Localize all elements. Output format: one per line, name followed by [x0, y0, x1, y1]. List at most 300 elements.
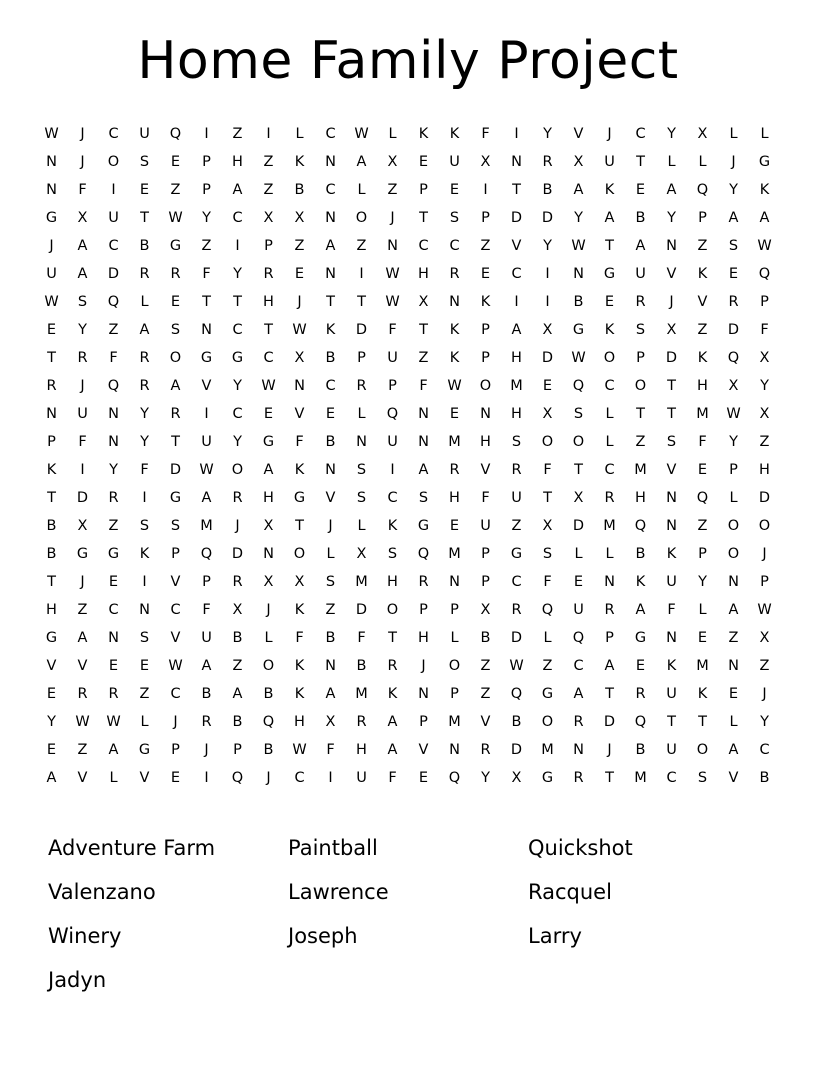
grid-cell[interactable]: H — [387, 574, 398, 591]
grid-cell[interactable]: T — [419, 322, 428, 339]
grid-cell[interactable]: O — [231, 462, 244, 479]
grid-cell[interactable]: E — [170, 154, 181, 171]
grid-cell[interactable]: W — [168, 658, 183, 675]
grid-cell[interactable]: X — [263, 574, 274, 591]
grid-cell[interactable]: G — [572, 322, 585, 339]
grid-cell[interactable]: Q — [107, 294, 120, 311]
grid-cell[interactable]: F — [388, 322, 397, 339]
grid-cell[interactable]: Z — [542, 658, 553, 675]
grid-cell[interactable]: I — [111, 182, 116, 199]
grid-cell[interactable]: P — [481, 546, 490, 563]
grid-cell[interactable]: I — [204, 406, 209, 423]
grid-cell[interactable]: G — [758, 154, 771, 171]
grid-cell[interactable]: X — [294, 574, 305, 591]
grid-cell[interactable]: W — [447, 378, 462, 395]
grid-cell[interactable]: E — [728, 686, 739, 703]
grid-cell[interactable]: N — [666, 490, 677, 507]
grid-cell[interactable]: W — [261, 378, 276, 395]
grid-cell[interactable]: B — [325, 434, 336, 451]
grid-cell[interactable]: S — [77, 294, 88, 311]
grid-cell[interactable]: J — [80, 126, 85, 143]
grid-cell[interactable]: E — [294, 266, 305, 283]
grid-cell[interactable]: C — [170, 602, 181, 619]
grid-cell[interactable]: B — [573, 294, 584, 311]
grid-cell[interactable]: R — [108, 686, 119, 703]
grid-cell[interactable]: K — [759, 182, 770, 199]
grid-cell[interactable]: S — [511, 434, 522, 451]
grid-cell[interactable]: P — [450, 602, 459, 619]
grid-cell[interactable]: L — [729, 490, 738, 507]
grid-cell[interactable]: G — [45, 630, 58, 647]
grid-cell[interactable]: M — [603, 518, 616, 535]
grid-cell[interactable]: Y — [574, 210, 583, 227]
grid-cell[interactable]: Y — [667, 210, 676, 227]
grid-cell[interactable]: V — [325, 490, 336, 507]
grid-cell[interactable]: A — [604, 210, 615, 227]
grid-cell[interactable]: N — [325, 266, 336, 283]
grid-cell[interactable]: Y — [543, 126, 552, 143]
grid-cell[interactable]: Q — [200, 546, 213, 563]
grid-cell[interactable]: H — [232, 154, 243, 171]
grid-cell[interactable]: A — [108, 742, 119, 759]
grid-cell[interactable]: K — [666, 658, 677, 675]
grid-cell[interactable]: O — [169, 350, 182, 367]
grid-cell[interactable]: P — [202, 574, 211, 591]
grid-cell[interactable]: T — [667, 378, 676, 395]
grid-cell[interactable]: K — [449, 126, 460, 143]
grid-cell[interactable]: N — [449, 742, 460, 759]
grid-cell[interactable]: J — [762, 546, 767, 563]
grid-cell[interactable]: D — [355, 322, 368, 339]
grid-cell[interactable]: N — [294, 378, 305, 395]
grid-cell[interactable]: X — [542, 406, 553, 423]
grid-cell[interactable]: U — [139, 126, 150, 143]
grid-cell[interactable]: G — [510, 546, 523, 563]
grid-cell[interactable]: U — [449, 154, 460, 171]
grid-cell[interactable]: W — [757, 238, 772, 255]
grid-cell[interactable]: D — [541, 210, 554, 227]
grid-cell[interactable]: Y — [729, 182, 738, 199]
grid-cell[interactable]: C — [418, 238, 429, 255]
grid-cell[interactable]: P — [419, 602, 428, 619]
grid-cell[interactable]: U — [604, 154, 615, 171]
grid-cell[interactable]: R — [201, 714, 212, 731]
grid-cell[interactable]: N — [728, 658, 739, 675]
grid-cell[interactable]: P — [481, 350, 490, 367]
grid-cell[interactable]: K — [480, 294, 491, 311]
grid-cell[interactable]: N — [666, 518, 677, 535]
grid-cell[interactable]: E — [573, 574, 584, 591]
grid-cell[interactable]: W — [106, 714, 121, 731]
grid-cell[interactable]: C — [511, 574, 522, 591]
grid-cell[interactable]: W — [757, 602, 772, 619]
grid-cell[interactable]: I — [328, 770, 333, 787]
grid-cell[interactable]: R — [387, 658, 398, 675]
grid-cell[interactable]: E — [449, 518, 460, 535]
grid-cell[interactable]: P — [760, 574, 769, 591]
grid-cell[interactable]: Z — [697, 322, 708, 339]
grid-cell[interactable]: R — [263, 266, 274, 283]
grid-cell[interactable]: B — [511, 714, 522, 731]
grid-cell[interactable]: V — [511, 238, 522, 255]
grid-cell[interactable]: T — [667, 406, 676, 423]
grid-cell[interactable]: C — [170, 686, 181, 703]
grid-cell[interactable]: L — [109, 770, 118, 787]
grid-cell[interactable]: P — [729, 462, 738, 479]
grid-cell[interactable]: U — [108, 210, 119, 227]
grid-cell[interactable]: N — [666, 238, 677, 255]
grid-cell[interactable]: P — [481, 322, 490, 339]
grid-cell[interactable]: M — [448, 714, 461, 731]
grid-cell[interactable]: B — [759, 770, 770, 787]
grid-cell[interactable]: U — [77, 406, 88, 423]
grid-cell[interactable]: A — [139, 322, 150, 339]
grid-cell[interactable]: A — [232, 182, 243, 199]
grid-cell[interactable]: T — [605, 770, 614, 787]
grid-cell[interactable]: Y — [140, 406, 149, 423]
grid-cell[interactable]: A — [759, 210, 770, 227]
grid-cell[interactable]: C — [666, 770, 677, 787]
grid-cell[interactable]: Q — [386, 406, 399, 423]
grid-cell[interactable]: S — [139, 154, 150, 171]
grid-cell[interactable]: C — [108, 126, 119, 143]
grid-cell[interactable]: C — [263, 350, 274, 367]
grid-cell[interactable]: T — [264, 322, 273, 339]
grid-cell[interactable]: K — [294, 602, 305, 619]
grid-cell[interactable]: S — [573, 406, 584, 423]
grid-cell[interactable]: T — [326, 294, 335, 311]
grid-cell[interactable]: X — [697, 126, 708, 143]
grid-cell[interactable]: M — [696, 406, 709, 423]
grid-cell[interactable]: D — [572, 518, 585, 535]
grid-cell[interactable]: U — [666, 574, 677, 591]
grid-cell[interactable]: E — [108, 574, 119, 591]
grid-cell[interactable]: E — [635, 182, 646, 199]
grid-cell[interactable]: J — [762, 686, 767, 703]
grid-cell[interactable]: N — [325, 658, 336, 675]
grid-cell[interactable]: Z — [77, 742, 88, 759]
grid-cell[interactable]: D — [76, 490, 89, 507]
grid-cell[interactable]: Q — [727, 350, 740, 367]
grid-cell[interactable]: P — [388, 378, 397, 395]
grid-cell[interactable]: Q — [634, 518, 647, 535]
grid-cell[interactable]: I — [514, 126, 519, 143]
grid-cell[interactable]: Z — [108, 322, 119, 339]
grid-cell[interactable]: W — [44, 294, 59, 311]
grid-cell[interactable]: D — [510, 630, 523, 647]
grid-cell[interactable]: U — [480, 518, 491, 535]
grid-cell[interactable]: R — [232, 574, 243, 591]
grid-cell[interactable]: C — [759, 742, 770, 759]
grid-cell[interactable]: V — [418, 742, 429, 759]
grid-cell[interactable]: J — [80, 574, 85, 591]
grid-cell[interactable]: A — [635, 238, 646, 255]
grid-cell[interactable]: L — [295, 126, 304, 143]
grid-cell[interactable]: M — [541, 742, 554, 759]
grid-cell[interactable]: Y — [760, 378, 769, 395]
grid-cell[interactable]: P — [264, 238, 273, 255]
grid-cell[interactable]: A — [325, 238, 336, 255]
grid-cell[interactable]: A — [356, 154, 367, 171]
grid-cell[interactable]: X — [480, 602, 491, 619]
grid-cell[interactable]: T — [47, 490, 56, 507]
grid-cell[interactable]: A — [77, 238, 88, 255]
grid-cell[interactable]: N — [387, 238, 398, 255]
grid-cell[interactable]: T — [698, 714, 707, 731]
grid-cell[interactable]: F — [388, 770, 397, 787]
grid-cell[interactable]: H — [263, 490, 274, 507]
grid-cell[interactable]: G — [169, 238, 182, 255]
grid-cell[interactable]: N — [480, 406, 491, 423]
grid-cell[interactable]: G — [231, 350, 244, 367]
grid-cell[interactable]: Q — [448, 770, 461, 787]
grid-cell[interactable]: F — [109, 350, 118, 367]
grid-cell[interactable]: Y — [729, 434, 738, 451]
grid-cell[interactable]: M — [634, 770, 647, 787]
grid-cell[interactable]: J — [390, 210, 395, 227]
grid-cell[interactable]: V — [480, 714, 491, 731]
grid-cell[interactable]: E — [263, 406, 274, 423]
grid-cell[interactable]: T — [357, 294, 366, 311]
grid-cell[interactable]: J — [297, 294, 302, 311]
grid-cell[interactable]: T — [388, 630, 397, 647]
grid-cell[interactable]: I — [483, 182, 488, 199]
grid-cell[interactable]: M — [448, 434, 461, 451]
grid-cell[interactable]: S — [139, 518, 150, 535]
grid-cell[interactable]: W — [571, 350, 586, 367]
grid-cell[interactable]: T — [574, 462, 583, 479]
grid-cell[interactable]: N — [418, 686, 429, 703]
grid-cell[interactable]: E — [170, 770, 181, 787]
grid-cell[interactable]: S — [728, 238, 739, 255]
grid-cell[interactable]: A — [201, 490, 212, 507]
grid-cell[interactable]: Y — [233, 378, 242, 395]
grid-cell[interactable]: H — [294, 714, 305, 731]
grid-cell[interactable]: A — [387, 714, 398, 731]
grid-cell[interactable]: Q — [231, 770, 244, 787]
grid-cell[interactable]: V — [77, 770, 88, 787]
grid-cell[interactable]: R — [170, 406, 181, 423]
grid-cell[interactable]: N — [263, 546, 274, 563]
grid-cell[interactable]: J — [669, 294, 674, 311]
grid-cell[interactable]: K — [294, 686, 305, 703]
grid-cell[interactable]: E — [635, 658, 646, 675]
grid-cell[interactable]: B — [325, 630, 336, 647]
grid-cell[interactable]: Q — [572, 378, 585, 395]
grid-cell[interactable]: L — [388, 126, 397, 143]
grid-cell[interactable]: O — [355, 210, 368, 227]
grid-cell[interactable]: R — [108, 490, 119, 507]
grid-cell[interactable]: B — [294, 182, 305, 199]
grid-cell[interactable]: T — [636, 406, 645, 423]
grid-cell[interactable]: T — [419, 210, 428, 227]
grid-cell[interactable]: Z — [77, 602, 88, 619]
grid-cell[interactable]: Z — [728, 630, 739, 647]
grid-cell[interactable]: P — [233, 742, 242, 759]
grid-cell[interactable]: Z — [170, 182, 181, 199]
grid-cell[interactable]: G — [417, 518, 430, 535]
grid-cell[interactable]: X — [77, 518, 88, 535]
grid-cell[interactable]: J — [266, 602, 271, 619]
grid-cell[interactable]: P — [171, 546, 180, 563]
grid-cell[interactable]: X — [759, 630, 770, 647]
grid-cell[interactable]: P — [698, 546, 707, 563]
grid-cell[interactable]: W — [292, 322, 307, 339]
grid-cell[interactable]: K — [294, 462, 305, 479]
grid-cell[interactable]: N — [139, 602, 150, 619]
grid-cell[interactable]: I — [142, 490, 147, 507]
grid-cell[interactable]: F — [295, 630, 304, 647]
grid-cell[interactable]: T — [171, 434, 180, 451]
grid-cell[interactable]: E — [46, 742, 57, 759]
grid-cell[interactable]: O — [479, 378, 492, 395]
grid-cell[interactable]: K — [46, 462, 57, 479]
grid-cell[interactable]: U — [573, 602, 584, 619]
grid-cell[interactable]: X — [542, 322, 553, 339]
grid-cell[interactable]: Q — [572, 630, 585, 647]
grid-cell[interactable]: L — [543, 630, 552, 647]
grid-cell[interactable]: D — [727, 322, 740, 339]
grid-cell[interactable]: W — [354, 126, 369, 143]
grid-cell[interactable]: B — [232, 714, 243, 731]
grid-cell[interactable]: S — [635, 322, 646, 339]
grid-cell[interactable]: L — [357, 182, 366, 199]
grid-cell[interactable]: Q — [107, 378, 120, 395]
grid-cell[interactable]: W — [75, 714, 90, 731]
grid-cell[interactable]: N — [325, 210, 336, 227]
grid-cell[interactable]: X — [263, 210, 274, 227]
grid-cell[interactable]: N — [573, 742, 584, 759]
grid-cell[interactable]: Q — [262, 714, 275, 731]
grid-cell[interactable]: Z — [759, 434, 770, 451]
grid-cell[interactable]: K — [418, 126, 429, 143]
grid-cell[interactable]: E — [697, 630, 708, 647]
grid-cell[interactable]: S — [387, 546, 398, 563]
grid-cell[interactable]: L — [667, 154, 676, 171]
grid-cell[interactable]: Y — [543, 238, 552, 255]
grid-cell[interactable]: K — [139, 546, 150, 563]
grid-cell[interactable]: K — [325, 322, 336, 339]
grid-cell[interactable]: N — [666, 630, 677, 647]
grid-cell[interactable]: L — [140, 294, 149, 311]
grid-cell[interactable]: H — [356, 742, 367, 759]
grid-cell[interactable]: N — [325, 154, 336, 171]
grid-cell[interactable]: N — [201, 322, 212, 339]
grid-cell[interactable]: E — [604, 294, 615, 311]
grid-cell[interactable]: R — [542, 154, 553, 171]
grid-cell[interactable]: D — [355, 602, 368, 619]
grid-cell[interactable]: R — [511, 602, 522, 619]
grid-cell[interactable]: H — [511, 406, 522, 423]
grid-cell[interactable]: Z — [480, 658, 491, 675]
grid-cell[interactable]: A — [666, 182, 677, 199]
grid-cell[interactable]: A — [325, 686, 336, 703]
grid-cell[interactable]: J — [80, 154, 85, 171]
grid-cell[interactable]: Q — [169, 126, 182, 143]
grid-cell[interactable]: A — [170, 378, 181, 395]
grid-cell[interactable]: K — [449, 322, 460, 339]
grid-cell[interactable]: H — [697, 378, 708, 395]
grid-cell[interactable]: H — [511, 350, 522, 367]
grid-cell[interactable]: Q — [696, 182, 709, 199]
grid-cell[interactable]: T — [543, 490, 552, 507]
grid-cell[interactable]: R — [604, 602, 615, 619]
grid-cell[interactable]: F — [78, 182, 87, 199]
grid-cell[interactable]: R — [139, 350, 150, 367]
grid-cell[interactable]: O — [634, 378, 647, 395]
grid-cell[interactable]: H — [263, 294, 274, 311]
grid-cell[interactable]: K — [635, 574, 646, 591]
grid-cell[interactable]: T — [233, 294, 242, 311]
grid-cell[interactable]: S — [170, 518, 181, 535]
grid-cell[interactable]: Z — [480, 238, 491, 255]
grid-cell[interactable]: A — [77, 630, 88, 647]
grid-cell[interactable]: K — [604, 322, 615, 339]
grid-cell[interactable]: A — [635, 602, 646, 619]
grid-cell[interactable]: E — [139, 658, 150, 675]
grid-cell[interactable]: O — [696, 742, 709, 759]
grid-cell[interactable]: E — [325, 406, 336, 423]
grid-cell[interactable]: K — [697, 686, 708, 703]
grid-cell[interactable]: D — [603, 714, 616, 731]
grid-cell[interactable]: Z — [263, 154, 274, 171]
grid-cell[interactable]: P — [450, 686, 459, 703]
grid-cell[interactable]: T — [47, 350, 56, 367]
grid-cell[interactable]: Z — [201, 238, 212, 255]
grid-cell[interactable]: E — [139, 182, 150, 199]
grid-cell[interactable]: L — [729, 126, 738, 143]
grid-cell[interactable]: N — [728, 574, 739, 591]
grid-cell[interactable]: F — [78, 434, 87, 451]
grid-cell[interactable]: C — [325, 378, 336, 395]
grid-cell[interactable]: J — [731, 154, 736, 171]
grid-cell[interactable]: X — [294, 210, 305, 227]
grid-cell[interactable]: V — [573, 126, 584, 143]
grid-cell[interactable]: R — [232, 490, 243, 507]
grid-cell[interactable]: F — [481, 490, 490, 507]
grid-cell[interactable]: E — [449, 182, 460, 199]
grid-cell[interactable]: J — [235, 518, 240, 535]
grid-cell[interactable]: B — [480, 630, 491, 647]
grid-cell[interactable]: G — [107, 546, 120, 563]
grid-cell[interactable]: E — [418, 770, 429, 787]
grid-cell[interactable]: P — [605, 630, 614, 647]
grid-cell[interactable]: K — [449, 350, 460, 367]
grid-cell[interactable]: W — [44, 126, 59, 143]
grid-cell[interactable]: N — [356, 434, 367, 451]
grid-cell[interactable]: C — [108, 602, 119, 619]
grid-cell[interactable]: H — [635, 490, 646, 507]
grid-cell[interactable]: X — [77, 210, 88, 227]
grid-cell[interactable]: R — [418, 574, 429, 591]
grid-cell[interactable]: Z — [387, 182, 398, 199]
grid-cell[interactable]: Z — [108, 518, 119, 535]
grid-cell[interactable]: Q — [696, 490, 709, 507]
grid-cell[interactable]: N — [511, 154, 522, 171]
grid-cell[interactable]: Z — [480, 686, 491, 703]
grid-cell[interactable]: R — [449, 266, 460, 283]
grid-cell[interactable]: S — [449, 210, 460, 227]
grid-cell[interactable]: M — [355, 686, 368, 703]
grid-cell[interactable]: C — [604, 462, 615, 479]
grid-cell[interactable]: B — [263, 742, 274, 759]
grid-cell[interactable]: F — [202, 602, 211, 619]
grid-cell[interactable]: C — [325, 126, 336, 143]
grid-cell[interactable]: V — [201, 378, 212, 395]
grid-cell[interactable]: X — [325, 714, 336, 731]
grid-cell[interactable]: G — [293, 490, 306, 507]
grid-cell[interactable]: U — [666, 686, 677, 703]
